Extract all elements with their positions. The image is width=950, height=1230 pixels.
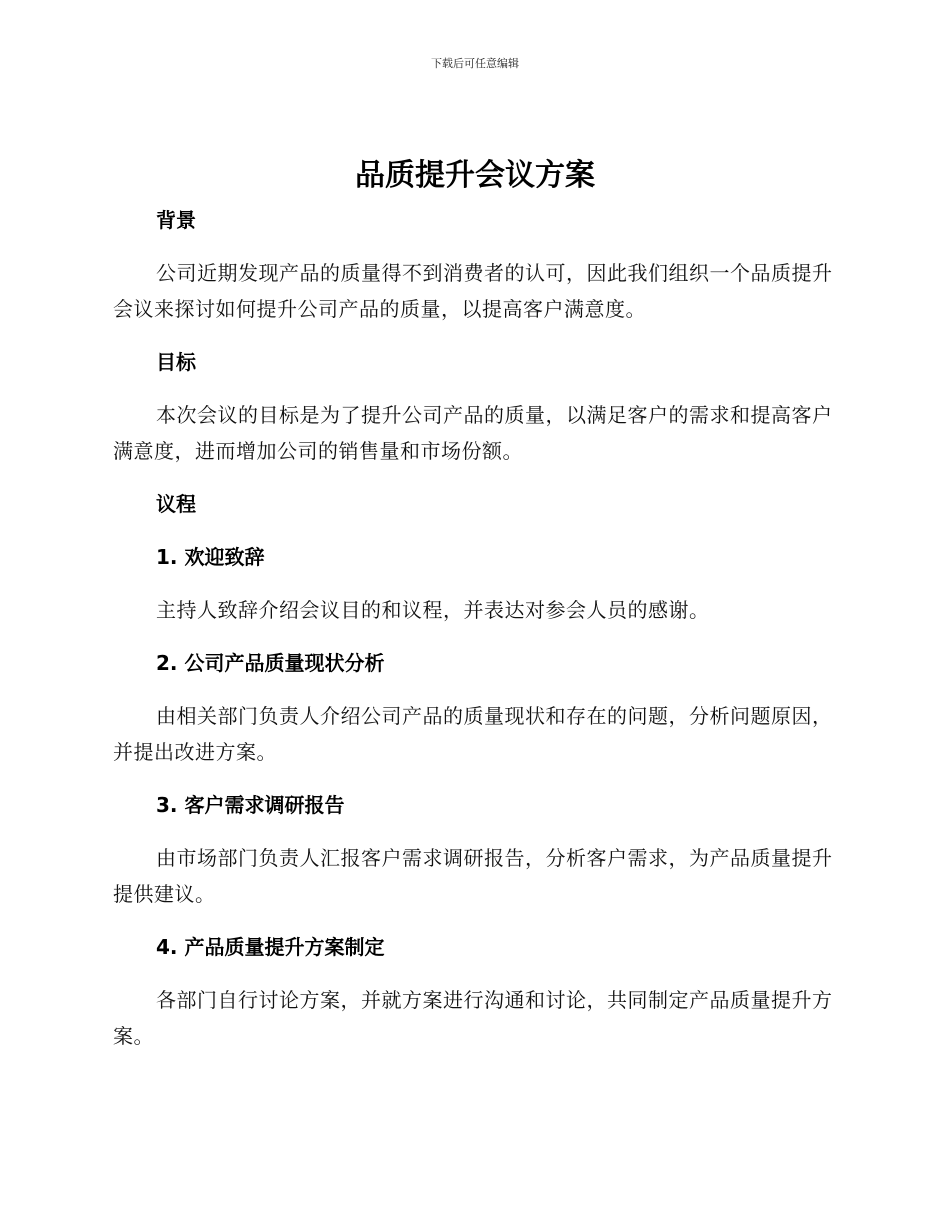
section-heading-background: 背景 — [156, 208, 196, 232]
paragraph-goal: 本次会议的目标是为了提升公司产品的质量，以满足客户的需求和提高客户满意度，进而增加公司的销售量和市场份额。 — [113, 403, 833, 463]
agenda-item-heading: 1. 欢迎致辞 — [156, 545, 265, 569]
header-note: 下载后可任意编辑 — [431, 57, 519, 70]
agenda-item-heading: 4. 产品质量提升方案制定 — [156, 935, 385, 959]
document-body — [113, 202, 833, 1054]
paragraph-background: 公司近期发现产品的质量得不到消费者的认可，因此我们组织一个品质提升会议来探讨如何提升公司产品的质量，以提高客户满意度。 — [113, 261, 833, 321]
section-heading-agenda: 议程 — [156, 492, 196, 516]
section-heading-goal: 目标 — [156, 350, 196, 374]
agenda-item-heading: 2. 公司产品质量现状分析 — [156, 651, 385, 675]
agenda-item-text: 由相关部门负责人介绍公司产品的质量现状和存在的问题，分析问题原因，并提出改进方案。 — [113, 704, 833, 764]
agenda-item-text: 主持人致辞介绍会议目的和议程，并表达对参会人员的感谢。 — [156, 598, 710, 622]
agenda-item-text: 各部门自行讨论方案，并就方案进行沟通和讨论，共同制定产品质量提升方案。 — [113, 988, 833, 1048]
document-title: 品质提升会议方案 — [355, 158, 595, 193]
agenda-item-text: 由市场部门负责人汇报客户需求调研报告，分析客户需求，为产品质量提升提供建议。 — [113, 846, 833, 906]
agenda-item-heading: 3. 客户需求调研报告 — [156, 793, 345, 817]
